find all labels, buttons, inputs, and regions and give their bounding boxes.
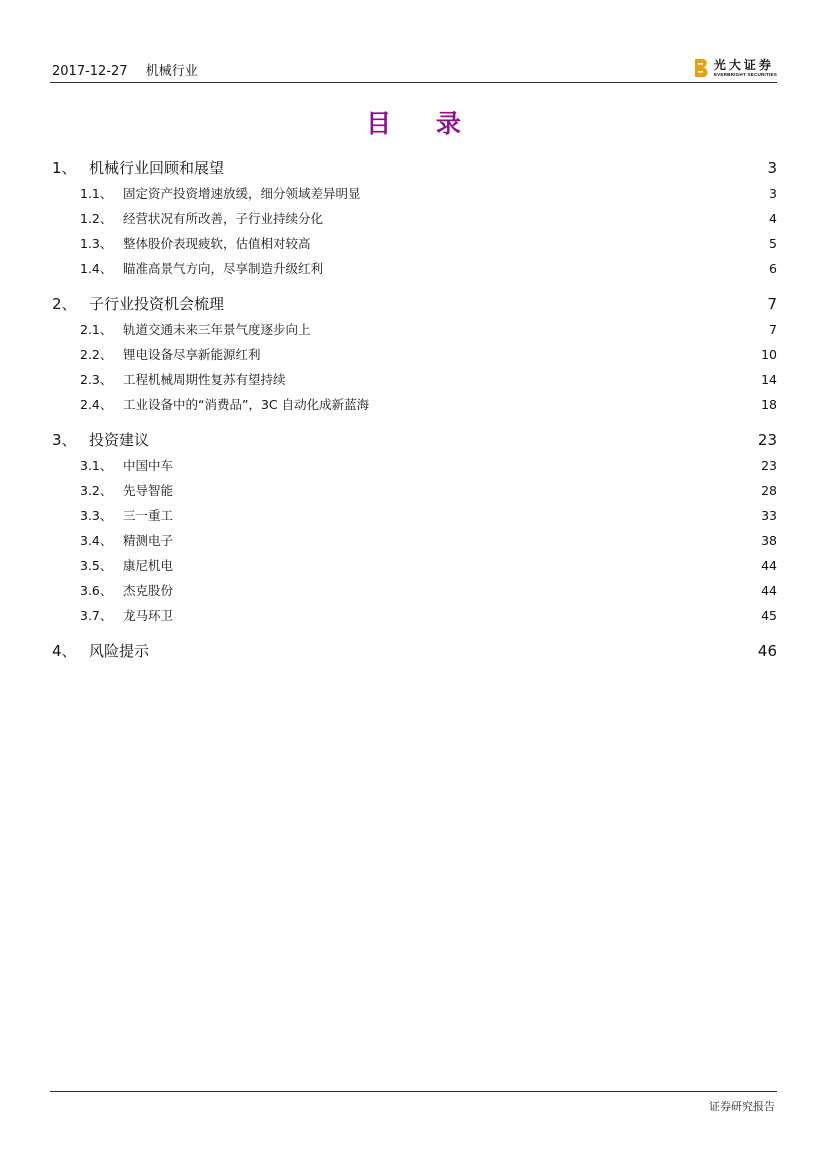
toc-subsection[interactable] [50, 453, 777, 478]
toc-page-number: 5 [769, 236, 777, 251]
toc-page-number: 18 [761, 397, 777, 412]
page-footer [50, 1091, 777, 1113]
toc-entry-label: 工业设备中的“消费品”，3C 自动化成新蓝海 [123, 397, 370, 412]
toc-entry-number: 3.6、 [80, 583, 113, 598]
toc-entry-number: 1.4、 [80, 261, 113, 276]
toc-page-number: 33 [761, 508, 777, 523]
toc-subsection[interactable] [50, 231, 777, 256]
toc-subsection[interactable] [50, 478, 777, 503]
toc-section[interactable] [50, 292, 777, 317]
toc-entry-label: 整体股价表现疲软，估值相对较高 [123, 236, 311, 251]
toc-entry-label: 机械行业回顾和展望 [89, 159, 225, 177]
toc-entry-number: 3、 [52, 431, 77, 449]
toc-page-number: 14 [761, 372, 777, 387]
logo-en-name: EVERBRIGHT SECURITIES [713, 71, 777, 77]
toc-dot-leader [175, 559, 759, 572]
toc-entry-number: 2.4、 [80, 397, 113, 412]
toc-page-number: 3 [767, 159, 777, 177]
toc-subsection[interactable] [50, 503, 777, 528]
toc-subsection[interactable] [50, 578, 777, 603]
toc-subsection[interactable] [50, 528, 777, 553]
toc-entry-number: 4、 [52, 642, 77, 660]
toc-section[interactable] [50, 428, 777, 453]
toc-dot-leader [175, 584, 759, 597]
toc-subsection[interactable] [50, 342, 777, 367]
toc-entry-number: 1、 [52, 159, 77, 177]
toc-entry-label: 先导智能 [123, 483, 174, 498]
industry-name: 机械行业 [145, 64, 198, 79]
logo-cn-name: 光大证券 [713, 57, 774, 72]
logo-text [714, 59, 777, 78]
toc-entry-number: 2.3、 [80, 372, 113, 387]
toc-page-number: 7 [767, 295, 777, 313]
toc-dot-leader [151, 643, 756, 658]
toc-dot-leader [313, 237, 768, 250]
toc-subsection[interactable] [50, 553, 777, 578]
toc-page-number: 23 [757, 431, 777, 449]
toc-entry-number: 3.4、 [80, 533, 113, 548]
toc-entry-label: 经营状况有所改善，子行业持续分化 [123, 211, 324, 226]
toc-page-number: 3 [769, 186, 777, 201]
toc-page-number: 44 [761, 583, 777, 598]
toc-dot-leader [371, 398, 759, 411]
toc-entry-number: 1.2、 [80, 211, 113, 226]
toc-section-gap [50, 628, 777, 639]
table-of-contents [50, 156, 777, 664]
toc-entry-number: 3.2、 [80, 483, 113, 498]
header-info [52, 60, 198, 79]
toc-title: 目 录 [366, 109, 479, 138]
toc-page-number: 46 [757, 642, 777, 660]
toc-dot-leader [325, 262, 767, 275]
toc-page-number: 38 [761, 533, 777, 548]
toc-entry-label: 精测电子 [123, 533, 174, 548]
toc-subsection[interactable] [50, 317, 777, 342]
toc-entry-label: 龙马环卫 [123, 608, 174, 623]
toc-dot-leader [313, 323, 768, 336]
toc-entry-number: 3.1、 [80, 458, 113, 473]
toc-entry-label: 投资建议 [89, 431, 150, 449]
toc-entry-label: 中国中车 [123, 458, 174, 473]
toc-section[interactable] [50, 156, 777, 181]
toc-section[interactable] [50, 639, 777, 664]
toc-entry-label: 杰克股份 [123, 583, 174, 598]
toc-dot-leader [263, 348, 760, 361]
toc-dot-leader [226, 160, 765, 175]
toc-page-number: 23 [761, 458, 777, 473]
toc-entry-number: 3.5、 [80, 558, 113, 573]
toc-entry-number: 3.7、 [80, 608, 113, 623]
toc-entry-number: 2、 [52, 295, 77, 313]
toc-entry-label: 康尼机电 [123, 558, 174, 573]
everbright-logo-icon [694, 58, 710, 78]
toc-page-number: 7 [769, 322, 777, 337]
toc-page-number: 45 [761, 608, 777, 623]
toc-section-gap [50, 417, 777, 428]
toc-subsection[interactable] [50, 181, 777, 206]
toc-entry-number: 2.1、 [80, 322, 113, 337]
toc-entry-label: 瞄准高景气方向，尽享制造升级红利 [123, 261, 324, 276]
toc-entry-number: 3.3、 [80, 508, 113, 523]
toc-page-number: 6 [769, 261, 777, 276]
report-date: 2017-12-27 [52, 64, 128, 79]
toc-dot-leader [226, 296, 765, 311]
toc-page-number: 10 [761, 347, 777, 362]
toc-entry-label: 风险提示 [89, 642, 150, 660]
toc-dot-leader [288, 373, 760, 386]
toc-subsection[interactable] [50, 256, 777, 281]
toc-subsection[interactable] [50, 206, 777, 231]
toc-entry-label: 固定资产投资增速放缓，细分领域差异明显 [123, 186, 361, 201]
toc-entry-number: 2.2、 [80, 347, 113, 362]
toc-dot-leader [363, 187, 768, 200]
toc-page-number: 4 [769, 211, 777, 226]
toc-dot-leader [175, 509, 759, 522]
toc-entry-label: 子行业投资机会梳理 [89, 295, 225, 313]
toc-dot-leader [175, 609, 759, 622]
page-header [50, 56, 777, 83]
toc-page-number: 28 [761, 483, 777, 498]
toc-entry-number: 1.1、 [80, 186, 113, 201]
toc-page-number: 44 [761, 558, 777, 573]
toc-dot-leader [151, 432, 756, 447]
toc-subsection[interactable] [50, 392, 777, 417]
toc-entry-label: 工程机械周期性复苏有望持续 [123, 372, 286, 387]
toc-subsection[interactable] [50, 367, 777, 392]
toc-entry-number: 1.3、 [80, 236, 113, 251]
toc-dot-leader [175, 484, 759, 497]
toc-entry-label: 三一重工 [123, 508, 174, 523]
toc-section-gap [50, 281, 777, 292]
toc-dot-leader [325, 212, 767, 225]
toc-entry-label: 锂电设备尽享新能源红利 [123, 347, 261, 362]
toc-entry-label: 轨道交通未来三年景气度逐步向上 [123, 322, 311, 337]
footer-text: 证券研究报告 [709, 1100, 775, 1113]
toc-dot-leader [175, 534, 759, 547]
toc-subsection[interactable] [50, 603, 777, 628]
company-logo [694, 57, 777, 79]
toc-dot-leader [175, 459, 759, 472]
